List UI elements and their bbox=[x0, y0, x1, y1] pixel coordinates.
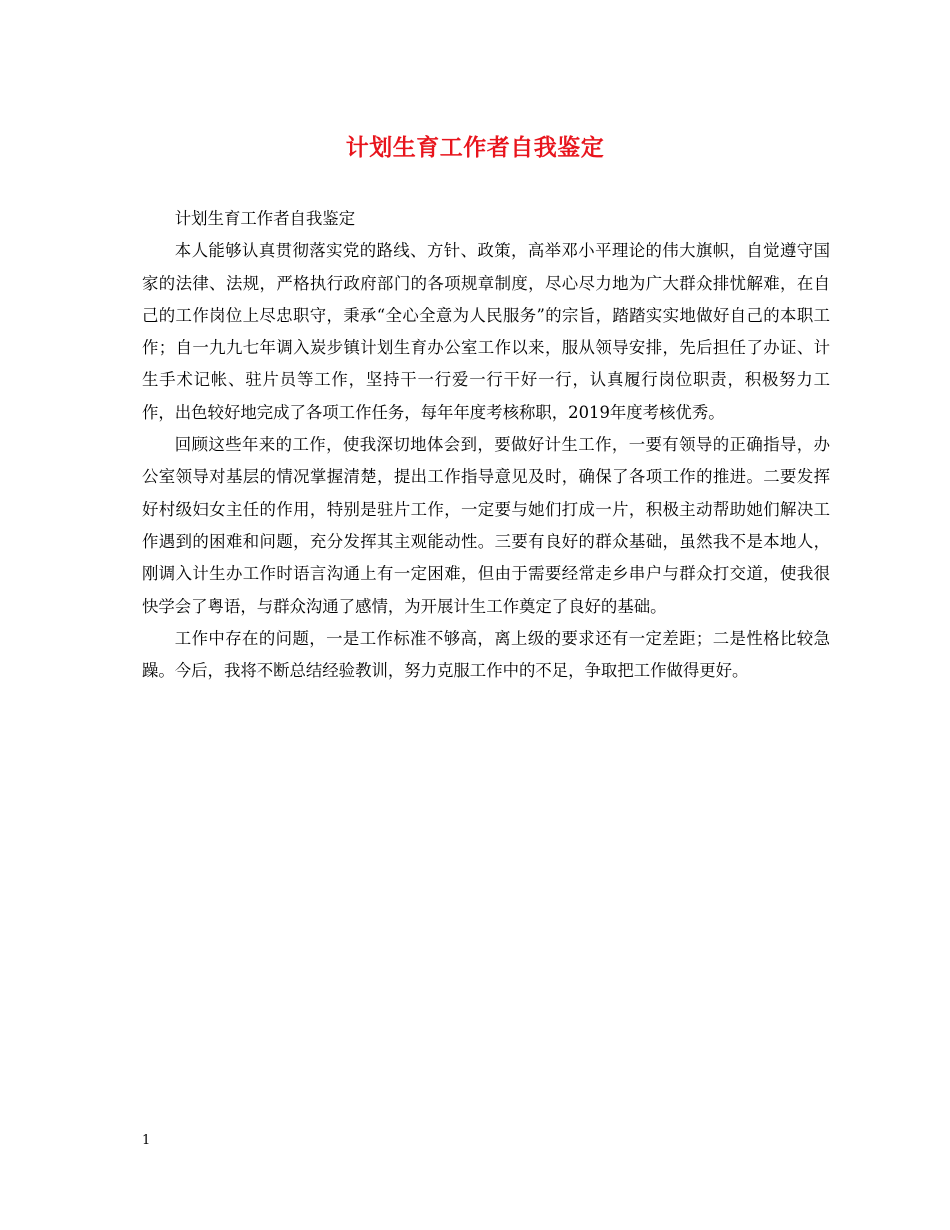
document-title: 计划生育工作者自我鉴定 bbox=[345, 134, 605, 161]
document-body bbox=[142, 203, 830, 687]
paragraph-heading: 计划生育工作者自我鉴定 bbox=[174, 209, 356, 228]
paragraph-introduction: 本人能够认真贯彻落实党的路线、方针、政策，高举邓小平理论的伟大旗帜，自觉遵守国家的法律、法规，严格执行政府部门的各项规章制度，尽心尽力地为广大群众排忧解难，在自己的工作岗位上尽忠职守，秉承“全心全意为人民服务”的宗旨，踏踏实实地做好自己的本职工作；自一九九七年调入炭步镇计划生育办公室工作以来，服从领导安排，先后担任了办证、计生手术记帐、驻片员等工作，坚持干一行爱一行干好一行，认真履行岗位职责，积极努力工作，出色较好地完成了各项工作任务，每年年度考核称职，2019年度考核优秀。 bbox=[142, 241, 830, 422]
paragraph-problems: 工作中存在的问题，一是工作标准不够高，离上级的要求还有一定差距；二是性格比较急躁。今后，我将不断总结经验教训，努力克服工作中的不足，争取把工作做得更好。 bbox=[142, 628, 830, 681]
paragraph-reflection: 回顾这些年来的工作，使我深切地体会到，要做好计生工作，一要有领导的正确指导，办公室领导对基层的情况掌握清楚，提出工作指导意见及时，确保了各项工作的推进。二要发挥好村级妇女主任的作用，特别是驻片工作，一定要与她们打成一片，积极主动帮助她们解决工作遇到的困难和问题，充分发挥其主观能动性。三要有良好的群众基础，虽然我不是本地人，刚调入计生办工作时语言沟通上有一定困难，但由于需要经常走乡串户与群众打交道，使我很快学会了粤语，与群众沟通了感情，为开展计生工作奠定了良好的基础。 bbox=[142, 435, 830, 616]
page-number: 1 bbox=[142, 1133, 151, 1148]
